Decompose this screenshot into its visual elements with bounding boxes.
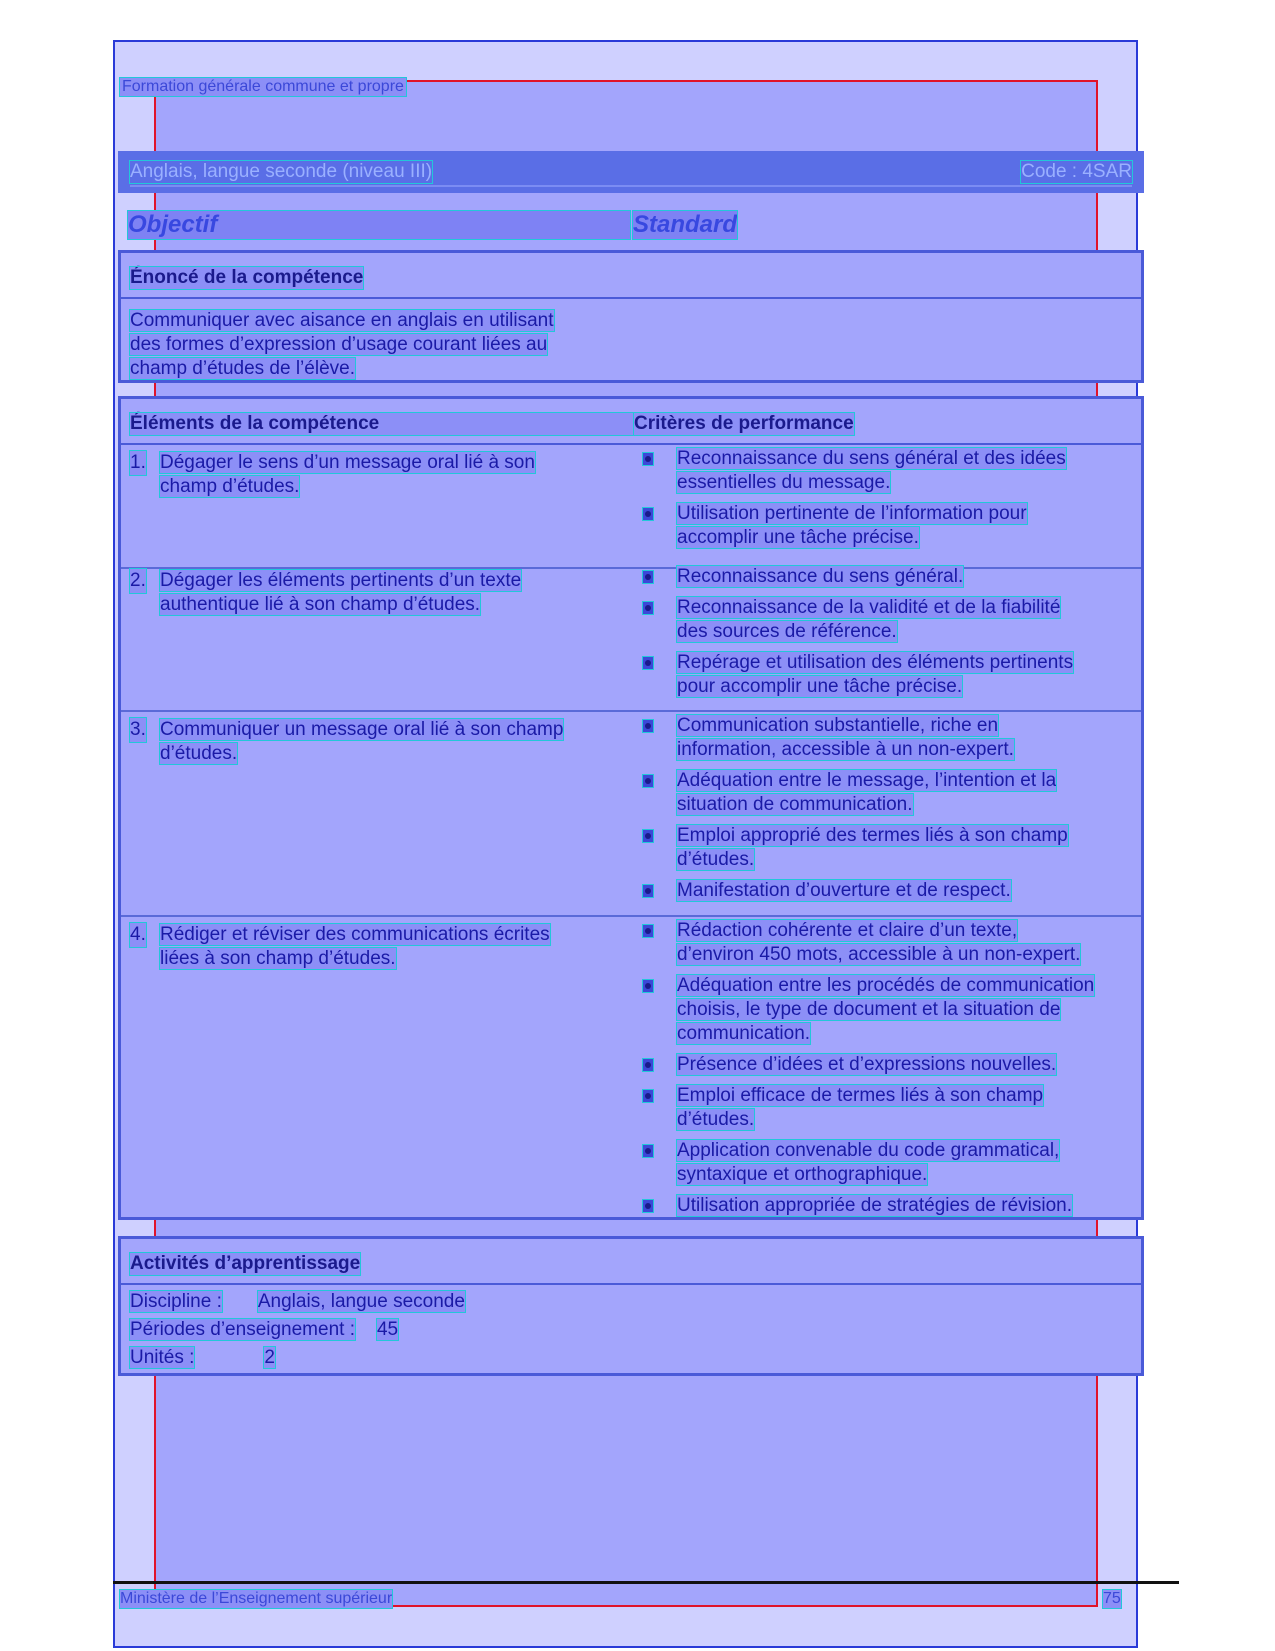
criteria-heading: Critères de performance xyxy=(634,413,854,434)
element-number: 2. xyxy=(130,570,146,591)
row-divider xyxy=(121,710,1141,712)
criterion: Communication substantielle, riche en information, accessible à un non-expert. xyxy=(643,714,1113,762)
course-title-bar xyxy=(118,151,1144,193)
element-number: 3. xyxy=(130,719,146,740)
criterion: Reconnaissance du sens général. xyxy=(643,565,1113,589)
bullet-icon xyxy=(643,830,653,842)
footer-rule xyxy=(113,1581,1179,1584)
criterion: Emploi efficace de termes liés à son champ d’études. xyxy=(643,1084,1113,1132)
element-row-4 xyxy=(121,920,1141,1216)
bullet-icon xyxy=(643,885,653,897)
criterion: Reconnaissance du sens général et des idées essentielles du message. xyxy=(643,447,1113,495)
bullet-icon xyxy=(643,602,653,614)
element-row-2 xyxy=(121,566,1141,709)
bullet-icon xyxy=(643,980,653,992)
divider xyxy=(121,297,1141,299)
discipline-line: Discipline : Anglais, langue seconde xyxy=(130,1291,465,1312)
criterion: Utilisation pertinente de l’information pour accomplir une tâche précise. xyxy=(643,502,1113,550)
page-number: 75 xyxy=(1103,1590,1121,1607)
criterion: Application convenable du code grammatical, syntaxique et orthographique. xyxy=(643,1139,1113,1187)
bullet-icon xyxy=(643,657,653,669)
elements-box xyxy=(118,396,1144,1220)
element-number: 4. xyxy=(130,924,146,945)
criteria-list-1 xyxy=(643,447,1113,557)
criterion: Reconnaissance de la validité et de la fiabilité des sources de référence. xyxy=(643,596,1113,644)
criterion: Adéquation entre le message, l’intention et la situation de communication. xyxy=(643,769,1113,817)
criterion: Manifestation d’ouverture et de respect. xyxy=(643,879,1113,903)
bullet-icon xyxy=(643,453,653,465)
element-text: Rédiger et réviser des communications écrites liées à son champ d’études. xyxy=(160,924,550,969)
course-code: Code : 4SAR xyxy=(1021,161,1132,182)
activities-heading: Activités d’apprentissage xyxy=(130,1253,361,1274)
criterion: Présence d’idées et d’expressions nouvelles. xyxy=(643,1053,1113,1077)
title-underline xyxy=(130,185,1132,187)
bullet-icon xyxy=(643,720,653,732)
bullet-icon xyxy=(643,1200,653,1212)
elements-heading: Éléments de la compétence xyxy=(130,413,633,435)
element-text: Dégager le sens d’un message oral lié à son champ d’études. xyxy=(160,452,535,497)
element-number: 1. xyxy=(130,452,146,473)
bullet-icon xyxy=(643,571,653,583)
criterion: Emploi approprié des termes liés à son champ d’études. xyxy=(643,824,1113,872)
element-row-3 xyxy=(121,715,1141,918)
standard-heading: Standard xyxy=(633,211,738,238)
competence-statement-text: Communiquer avec aisance en anglais en utilisant des formes d’expression d’usage courant liées au champ d’études de l’élève. xyxy=(130,310,554,379)
bullet-icon xyxy=(643,1090,653,1102)
bullet-icon xyxy=(643,925,653,937)
criteria-list-3 xyxy=(643,714,1113,910)
footer-publisher: Ministère de l’Enseignement supérieur xyxy=(120,1590,393,1607)
competence-statement-box xyxy=(118,250,1144,383)
element-row-1 xyxy=(121,448,1141,561)
periods-line: Périodes d’enseignement : 45 xyxy=(130,1319,399,1340)
criteria-list-2 xyxy=(643,565,1113,706)
divider xyxy=(121,1283,1141,1285)
running-header: Formation générale commune et propre xyxy=(122,78,404,95)
row-divider xyxy=(121,915,1141,917)
element-text: Communiquer un message oral lié à son champ d’études. xyxy=(160,719,564,764)
divider xyxy=(121,443,1141,445)
bullet-icon xyxy=(643,775,653,787)
criterion: Rédaction cohérente et claire d’un texte, d’environ 450 mots, accessible à un non-expert. xyxy=(643,919,1113,967)
course-title: Anglais, langue seconde (niveau III) xyxy=(130,161,433,182)
units-line: Unités : 2 xyxy=(130,1347,275,1368)
bullet-icon xyxy=(643,1059,653,1071)
bullet-icon xyxy=(643,1145,653,1157)
criterion: Utilisation appropriée de stratégies de révision. xyxy=(643,1194,1113,1218)
criteria-list-4 xyxy=(643,919,1113,1225)
objective-heading: Objectif xyxy=(128,211,630,239)
activities-box xyxy=(118,1236,1144,1376)
bullet-icon xyxy=(643,508,653,520)
element-text: Dégager les éléments pertinents d’un texte authentique lié à son champ d’études. xyxy=(160,570,522,615)
criterion: Repérage et utilisation des éléments pertinents pour accomplir une tâche précise. xyxy=(643,651,1113,699)
competence-statement-heading: Énoncé de la compétence xyxy=(130,267,364,288)
criterion: Adéquation entre les procédés de communication choisis, le type de document et la situation de communication. xyxy=(643,974,1113,1046)
